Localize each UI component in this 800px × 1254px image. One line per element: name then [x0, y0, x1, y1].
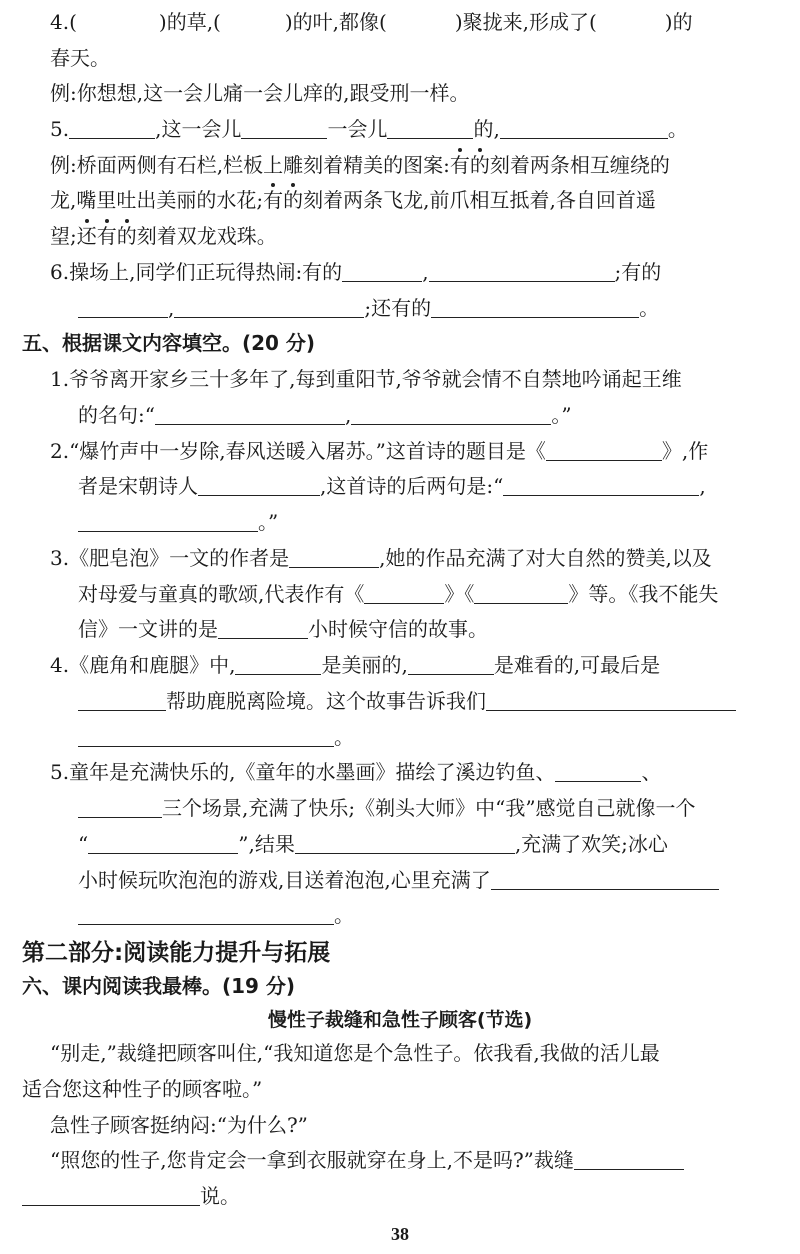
- blank-line[interactable]: [78, 726, 334, 747]
- blank-line[interactable]: [431, 297, 639, 318]
- blank-line[interactable]: [555, 761, 641, 782]
- blank-line[interactable]: [78, 511, 258, 532]
- s5-question-1-cont: 的名句:“ , 。”: [78, 402, 572, 427]
- example-2-line2: 龙,嘴里吐出美丽的水花;有的刻着两条飞龙,前爪相互抵着,各自回首遥: [50, 188, 656, 213]
- s5-question-2-cont2: 。”: [78, 509, 278, 535]
- blank-line[interactable]: [69, 118, 155, 139]
- question-4: 4.( )的草,( )的叶,都像( )聚拢来,形成了( )的: [50, 9, 693, 34]
- passage-line: [22, 1076, 262, 1102]
- question-6: 6.操场上,同学们正玩得热闹:有的 , ;有的: [50, 259, 662, 284]
- example-2-line1: 例:桥面两侧有石栏,栏板上雕刻着精美的图案:有的刻着两条相互缠绕的: [50, 152, 670, 177]
- blank-line[interactable]: [474, 583, 568, 604]
- blank-line[interactable]: [78, 690, 166, 711]
- part-2-heading: 第二部分:阅读能力提升与拓展: [22, 939, 331, 966]
- s5-question-2-cont: 者是宋朝诗人 ,这首诗的后两句是:“ ,: [78, 474, 706, 499]
- blank-line[interactable]: [500, 118, 668, 139]
- blank-line[interactable]: [198, 475, 320, 496]
- blank-line[interactable]: [295, 833, 515, 854]
- blank-line[interactable]: [546, 440, 662, 461]
- example-2-line3: 望;还有的刻着双龙戏珠。: [50, 224, 277, 249]
- s5-question-5-cont: 三个场景,充满了快乐;《剃头大师》中“我”感觉自己就像一个: [78, 795, 696, 821]
- blank-line[interactable]: [22, 1185, 200, 1206]
- section-6-heading: 六、课内阅读我最棒。(19 分): [22, 974, 296, 999]
- s5-question-5: 5.童年是充满快乐的,《童年的水墨画》描绘了溪边钓鱼、 、: [50, 760, 662, 785]
- s5-question-3-cont: 对母爱与童真的歌颂,代表作有《 》《 》等。《我不能失: [78, 581, 719, 606]
- blank-line[interactable]: [78, 297, 168, 318]
- example-1: 例:你想想,这一会儿痛一会儿痒的,跟受刑一样。: [50, 81, 470, 106]
- section-5-heading: 五、根据课文内容填空。(20 分): [22, 331, 316, 356]
- blank-line[interactable]: [491, 869, 719, 890]
- blank-line[interactable]: [78, 904, 334, 925]
- blank-line[interactable]: [408, 654, 494, 675]
- blank-line[interactable]: [342, 261, 422, 282]
- passage-text: “别走,”裁缝把顾客叫住,“我知道您是个急性子。依我看,我做的活儿最: [50, 1041, 660, 1066]
- passage-line: [50, 1147, 684, 1173]
- passage-text: 说。: [200, 1184, 240, 1209]
- blank-line[interactable]: [235, 654, 321, 675]
- blank-line[interactable]: [218, 618, 308, 639]
- s5-question-3: 3.《肥皂泡》一文的作者是 ,她的作品充满了对大自然的赞美,以及: [50, 545, 712, 570]
- passage-line: [50, 1112, 308, 1138]
- s5-question-4-cont: 帮助鹿脱离险境。这个故事告诉我们: [78, 688, 736, 714]
- passage-title: 慢性子裁缝和急性子顾客(节选): [267, 1008, 533, 1031]
- passage-text: 急性子顾客挺纳闷:“为什么?”: [50, 1112, 308, 1137]
- blank-line[interactable]: [364, 583, 444, 604]
- blank-line[interactable]: [155, 404, 345, 425]
- s5-question-4-cont2: 。: [78, 724, 354, 750]
- blank-line[interactable]: [486, 690, 736, 711]
- passage-line: [50, 1040, 660, 1066]
- passage-line: [22, 1183, 240, 1209]
- s5-question-3-cont2: 信》一文讲的是 小时候守信的故事。: [78, 617, 488, 642]
- s5-question-5-cont4: 。: [78, 902, 354, 928]
- page-number: 38: [391, 1224, 409, 1245]
- passage-text: 适合您这种性子的顾客啦。”: [22, 1076, 263, 1101]
- blank-line[interactable]: [387, 118, 473, 139]
- blank-line[interactable]: [78, 797, 162, 818]
- blank-line[interactable]: [503, 475, 699, 496]
- blank-line[interactable]: [241, 118, 327, 139]
- blank-line[interactable]: [88, 833, 238, 854]
- s5-question-4: 4.《鹿角和鹿腿》中, 是美丽的, 是难看的,可最后是: [50, 653, 661, 678]
- s5-question-1: 1.爷爷离开家乡三十多年了,每到重阳节,爷爷就会情不自禁地吟诵起王维: [50, 367, 682, 392]
- blank-line[interactable]: [574, 1149, 684, 1170]
- question-6-cont: , ;还有的 。: [78, 295, 659, 321]
- question-4-cont: 春天。: [50, 45, 110, 70]
- blank-line[interactable]: [351, 404, 551, 425]
- s5-question-2: 2.“爆竹声中一岁除,春风送暖入屠苏。”这首诗的题目是《 》,作: [50, 438, 709, 463]
- passage-text: “照您的性子,您肯定会一拿到衣服就穿在身上,不是吗?”裁缝: [50, 1148, 574, 1173]
- question-5: 5. ,这一会儿 一会儿 的, 。: [50, 117, 688, 142]
- s5-question-5-cont2: “ ”,结果 ,充满了欢笑;冰心: [78, 831, 668, 856]
- s5-question-5-cont3: 小时候玩吹泡泡的游戏,目送着泡泡,心里充满了: [78, 867, 719, 893]
- blank-line[interactable]: [289, 547, 379, 568]
- blank-line[interactable]: [429, 261, 615, 282]
- blank-line[interactable]: [174, 297, 364, 318]
